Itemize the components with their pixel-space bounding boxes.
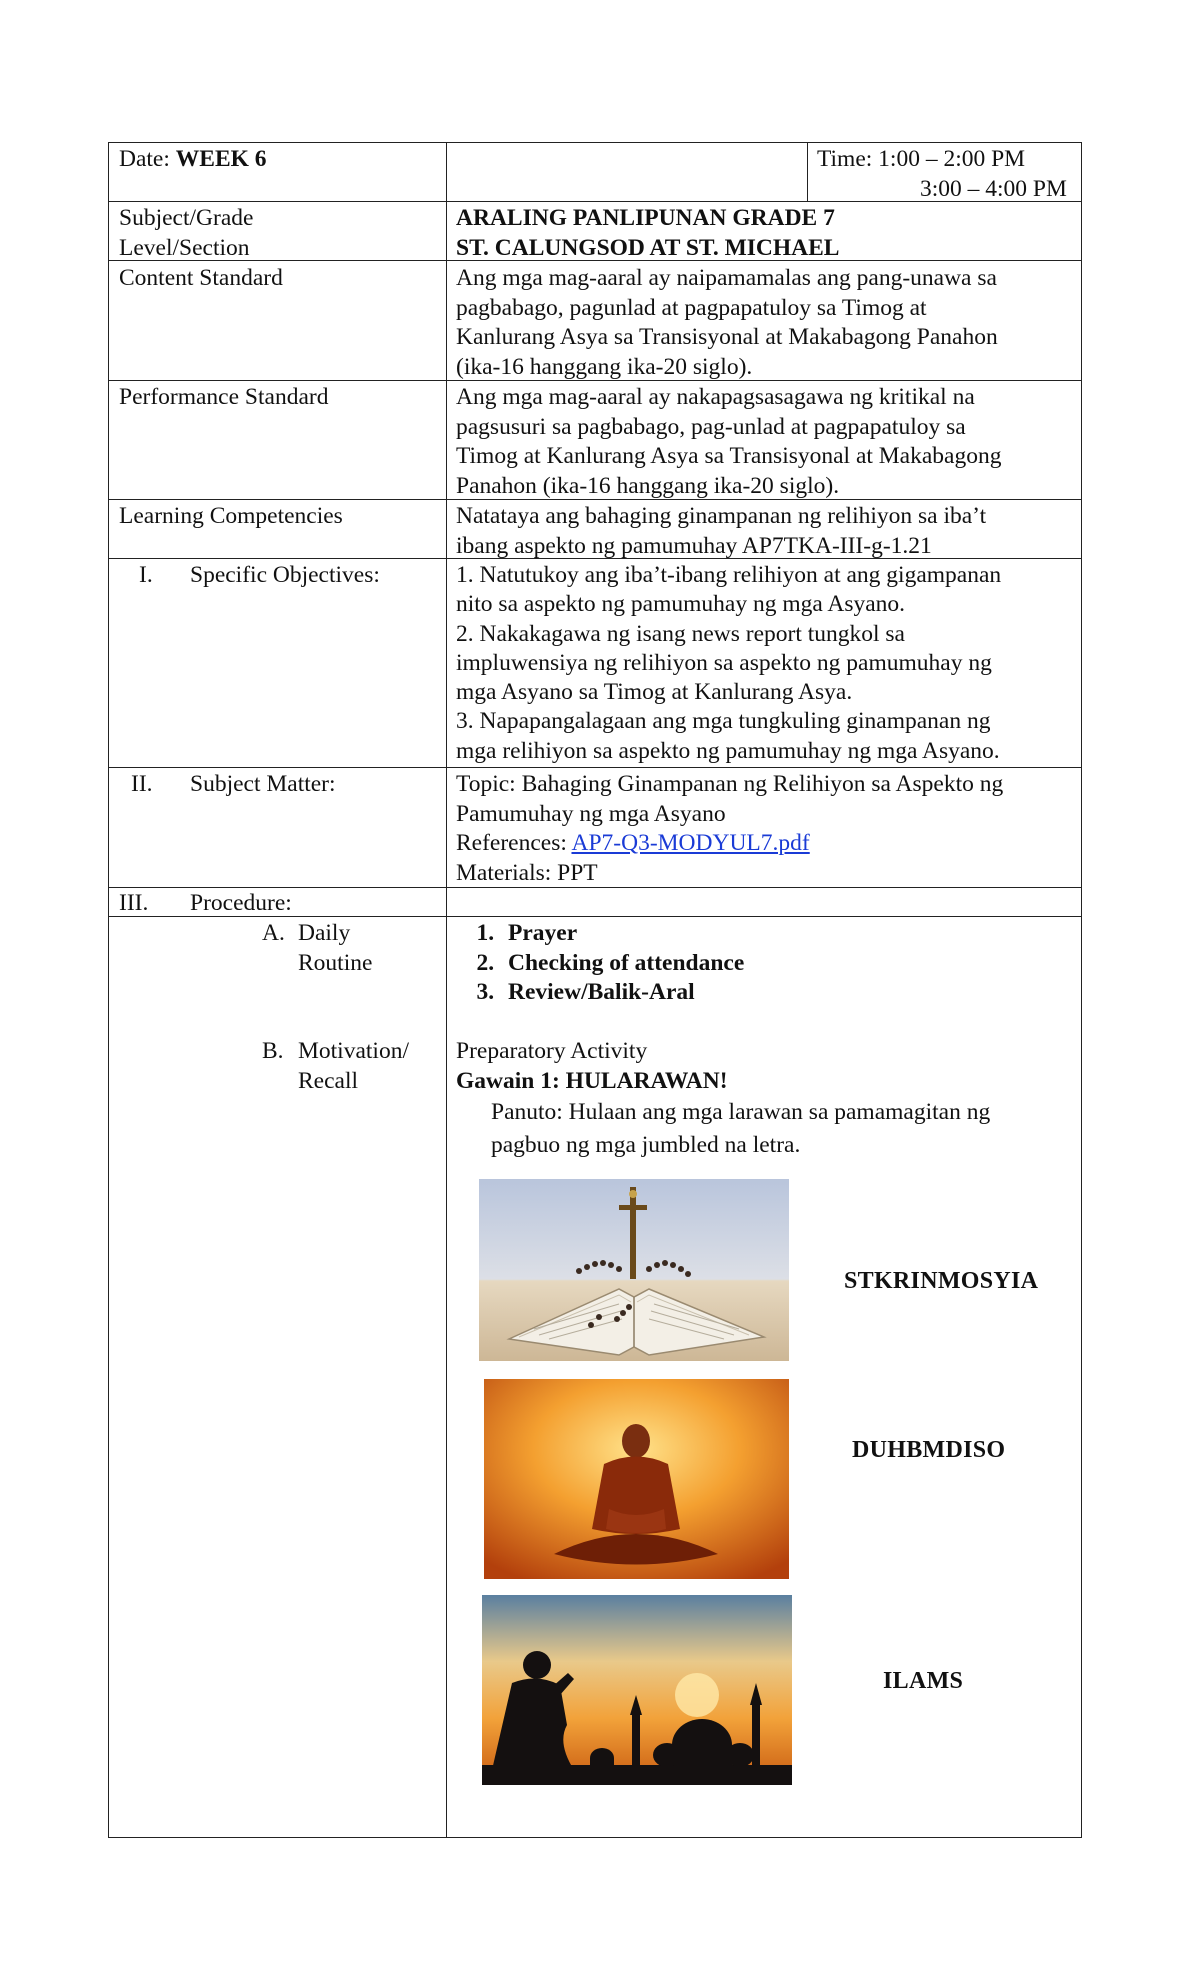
date-value: WEEK 6 xyxy=(175,146,267,172)
text-line: Natataya ang bahaging ginampanan ng relihiyon sa iba’t xyxy=(456,503,987,529)
daily-routine-letter: A. xyxy=(262,920,285,946)
praying-mosque-image xyxy=(482,1595,792,1785)
motivation-label xyxy=(298,1037,409,1096)
panuto-line: pagbuo ng mga jumbled na letra. xyxy=(491,1132,801,1158)
learning-competencies-label: Learning Competencies xyxy=(119,503,343,529)
subject-value-line: ARALING PANLIPUNAN GRADE 7 xyxy=(456,205,835,231)
text-line: Ang mga mag-aaral ay nakapagsasagawa ng kritikal na xyxy=(456,384,975,410)
jumbled-word: ILAMS xyxy=(883,1668,964,1694)
jumbled-word: STKRINMOSYIA xyxy=(844,1268,1039,1294)
text-line: Ang mga mag-aaral ay naipamamalas ang pang-unawa sa xyxy=(456,265,997,291)
panuto xyxy=(456,1096,1076,1162)
subject-matter-numeral: II. xyxy=(131,771,153,797)
subject-matter-label: Subject Matter: xyxy=(190,771,336,797)
subject-value xyxy=(456,204,1076,263)
text-line: Kanlurang Asya sa Transisyonal at Makabagong Panahon xyxy=(456,324,998,350)
routine-item: 1. Prayer xyxy=(500,919,1076,949)
panuto-line: Panuto: Hulaan ang mga larawan sa pamamagitan ng xyxy=(491,1099,991,1125)
bible-rosary-image xyxy=(479,1179,789,1361)
label-line: Routine xyxy=(298,949,373,976)
label-line: Recall xyxy=(298,1067,359,1094)
motivation-letter: B. xyxy=(262,1038,284,1064)
learning-competencies-text xyxy=(456,502,1076,561)
text-line: nito sa aspekto ng pamumuhay ng mga Asyano. xyxy=(456,591,906,618)
references-link[interactable]: AP7-Q3-MODYUL7.pdf xyxy=(571,830,810,856)
text-line: 2. Nakakagawa ng isang news report tungkol sa xyxy=(456,620,905,647)
subject-label-line: Level/Section xyxy=(119,234,250,261)
lesson-plan-table xyxy=(108,142,1082,1838)
text-line: mga relihiyon sa aspekto ng pamumuhay ng mga Asyano. xyxy=(456,737,1000,764)
performance-standard-text xyxy=(456,383,1076,501)
topic-line: Topic: Bahaging Ginampanan ng Relihiyon sa Aspekto ng xyxy=(456,771,1004,797)
materials-line: Materials: PPT xyxy=(456,859,598,886)
procedure-numeral: III. xyxy=(119,890,149,916)
text-line: impluwensiya ng relihiyon sa aspekto ng pamumuhay ng xyxy=(456,649,992,676)
daily-routine-label xyxy=(298,919,372,978)
row-divider xyxy=(109,767,1081,768)
text-line: Panahon (ika-16 hanggang ika-20 siglo). xyxy=(456,472,840,499)
text-line: pagsusuri sa pagbabago, pag-unlad at pagpapatuloy sa xyxy=(456,413,966,440)
subject-label xyxy=(119,204,439,263)
time-line-2: 3:00 – 4:00 PM xyxy=(920,175,1067,202)
preparatory-activity: Preparatory Activity xyxy=(456,1038,648,1064)
time-line-1: Time: 1:00 – 2:00 PM xyxy=(817,146,1026,172)
column-divider xyxy=(446,143,447,1837)
references-line xyxy=(456,829,1076,859)
meditating-monk-image xyxy=(484,1379,789,1579)
routine-item: 2. Checking of attendance xyxy=(500,949,1076,979)
text-line: 3. Napapangalagaan ang mga tungkuling ginampanan ng xyxy=(456,708,991,735)
routine-item: 3. Review/Balik-Aral xyxy=(500,978,1076,1008)
column-divider xyxy=(807,143,808,201)
daily-routine-list xyxy=(456,919,1076,1008)
objectives-text xyxy=(456,561,1076,766)
date-label: Date: xyxy=(119,146,176,172)
performance-standard-label: Performance Standard xyxy=(119,384,329,410)
text-line: Timog at Kanlurang Asya sa Transisyonal at Makabagong xyxy=(456,443,1002,469)
content-standard-text xyxy=(456,264,1076,382)
text-line: (ika-16 hanggang ika-20 siglo). xyxy=(456,353,753,380)
gawain-title: Gawain 1: HULARAWAN! xyxy=(456,1067,728,1094)
procedure-label: Procedure: xyxy=(190,890,292,916)
topic-line: Pamumuhay ng mga Asyano xyxy=(456,800,726,827)
objectives-label: Specific Objectives: xyxy=(190,562,380,588)
objectives-numeral: I. xyxy=(139,562,153,588)
time-cell xyxy=(817,145,1077,204)
subject-label-line: Subject/Grade xyxy=(119,205,254,231)
content-standard-label: Content Standard xyxy=(119,265,283,291)
jumbled-word: DUHBMDISO xyxy=(852,1437,1006,1463)
text-line: ibang aspekto ng pamumuhay AP7TKA-III-g-1.21 xyxy=(456,532,932,559)
motivation-text xyxy=(456,1037,1076,1162)
text-line: mga Asyano sa Timog at Kanlurang Asya. xyxy=(456,679,853,706)
routine-list xyxy=(456,919,1076,1008)
subject-value-line: ST. CALUNGSOD AT ST. MICHAEL xyxy=(456,234,840,261)
date-cell xyxy=(119,145,439,175)
label-line: Daily xyxy=(298,920,351,946)
references-label: References: xyxy=(456,830,572,856)
text-line: pagbabago, pagunlad at pagpapatuloy sa Timog at xyxy=(456,294,927,321)
label-line: Motivation/ xyxy=(298,1038,409,1064)
text-line: 1. Natutukoy ang iba’t-ibang relihiyon at ang gigampanan xyxy=(456,562,1002,588)
subject-matter-text xyxy=(456,770,1076,888)
